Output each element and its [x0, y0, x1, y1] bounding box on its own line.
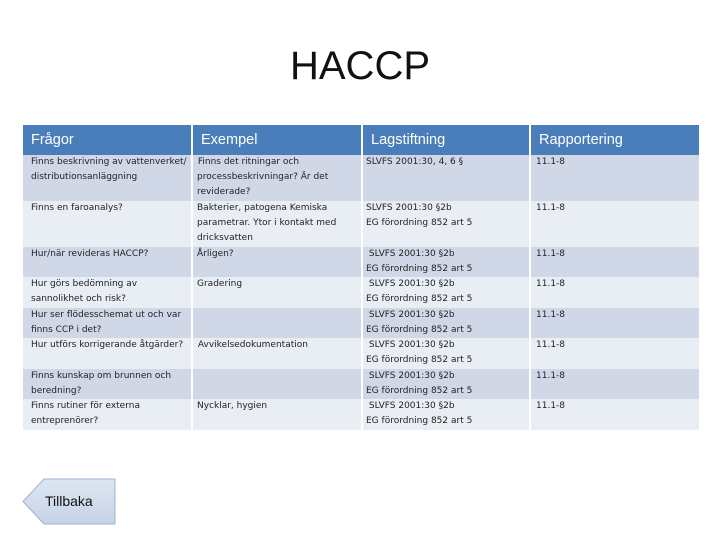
lagstiftning-line: SLVFS 2001:30 §2b: [366, 279, 455, 289]
fragor-line: Finns rutiner för externa: [31, 401, 140, 411]
fragor-line: Finns en faroanalys?: [31, 203, 123, 213]
fragor-line: sannolikhet och risk?: [31, 294, 126, 304]
lagstiftning-line: EG förordning 852 art 5: [366, 325, 473, 335]
exempel-line: Avvikelsedokumentation: [195, 340, 308, 350]
rapportering-value: 11.1-8: [536, 371, 566, 381]
fragor-line: Hur/när revideras HACCP?: [31, 249, 149, 259]
exempel-line: Nycklar, hygien: [197, 401, 268, 411]
fragor-line: Finns kunskap om brunnen och: [31, 371, 172, 381]
lagstiftning-line: EG förordning 852 art 5: [366, 218, 473, 228]
lagstiftning-line: SLVFS 2001:30 §2b: [366, 371, 455, 381]
lagstiftning-line: EG förordning 852 art 5: [366, 416, 473, 426]
fragor-line: Finns beskrivning av vattenverket/: [31, 157, 187, 167]
back-button[interactable]: [22, 478, 116, 525]
rapportering-value: 11.1-8: [536, 401, 566, 411]
table-row-band: [23, 201, 699, 247]
lagstiftning-line: EG förordning 852 art 5: [366, 386, 473, 396]
fragor-line: distributionsanläggning: [31, 172, 138, 182]
rapportering-value: 11.1-8: [536, 203, 566, 213]
header-rapportering: Rapportering: [539, 132, 623, 148]
exempel-line: Årligen?: [197, 249, 234, 259]
lagstiftning-line: EG förordning 852 art 5: [366, 294, 473, 304]
header-lagstiftning: Lagstiftning: [363, 125, 531, 155]
header-fragor: Frågor: [23, 125, 193, 155]
exempel-line: dricksvatten: [197, 233, 253, 243]
rapportering-value: 11.1-8: [536, 340, 566, 350]
lagstiftning-line: SLVFS 2001:30 §2b: [366, 249, 455, 259]
rapportering-value: 11.1-8: [536, 279, 566, 289]
slide-title: HACCP: [289, 44, 431, 88]
back-button-label: Tillbaka: [45, 493, 93, 509]
header-exempel: Exempel: [193, 125, 363, 155]
exempel-line: parametrar. Ytor i kontakt med: [197, 218, 337, 228]
fragor-line: beredning?: [31, 386, 82, 396]
exempel-line: processbeskrivningar? Är det: [197, 172, 329, 182]
rapportering-value: 11.1-8: [536, 310, 566, 320]
lagstiftning-line: SLVFS 2001:30 §2b: [366, 310, 455, 320]
rapportering-value: 11.1-8: [536, 157, 566, 167]
fragor-line: finns CCP i det?: [31, 325, 102, 335]
lagstiftning-line: SLVFS 2001:30, 4, 6 §: [366, 157, 464, 167]
lagstiftning-line: SLVFS 2001:30 §2b: [366, 340, 455, 350]
exempel-line: reviderade?: [197, 187, 251, 197]
lagstiftning-line: EG förordning 852 art 5: [366, 355, 473, 365]
rapportering-value: 11.1-8: [536, 249, 566, 259]
exempel-line: Bakterier, patogena Kemiska: [197, 203, 328, 213]
fragor-line: Hur utförs korrigerande åtgärder?: [31, 340, 184, 350]
fragor-line: Hur ser flödesschemat ut och var: [31, 310, 182, 320]
exempel-line: Gradering: [197, 279, 243, 289]
lagstiftning-line: SLVFS 2001:30 §2b: [366, 401, 455, 411]
exempel-line: Finns det ritningar och: [195, 157, 300, 167]
lagstiftning-line: SLVFS 2001:30 §2b: [366, 203, 452, 213]
haccp-table-header: [23, 125, 699, 155]
lagstiftning-line: EG förordning 852 art 5: [366, 264, 473, 274]
fragor-line: entreprenörer?: [31, 416, 99, 426]
fragor-line: Hur görs bedömning av: [31, 279, 138, 289]
